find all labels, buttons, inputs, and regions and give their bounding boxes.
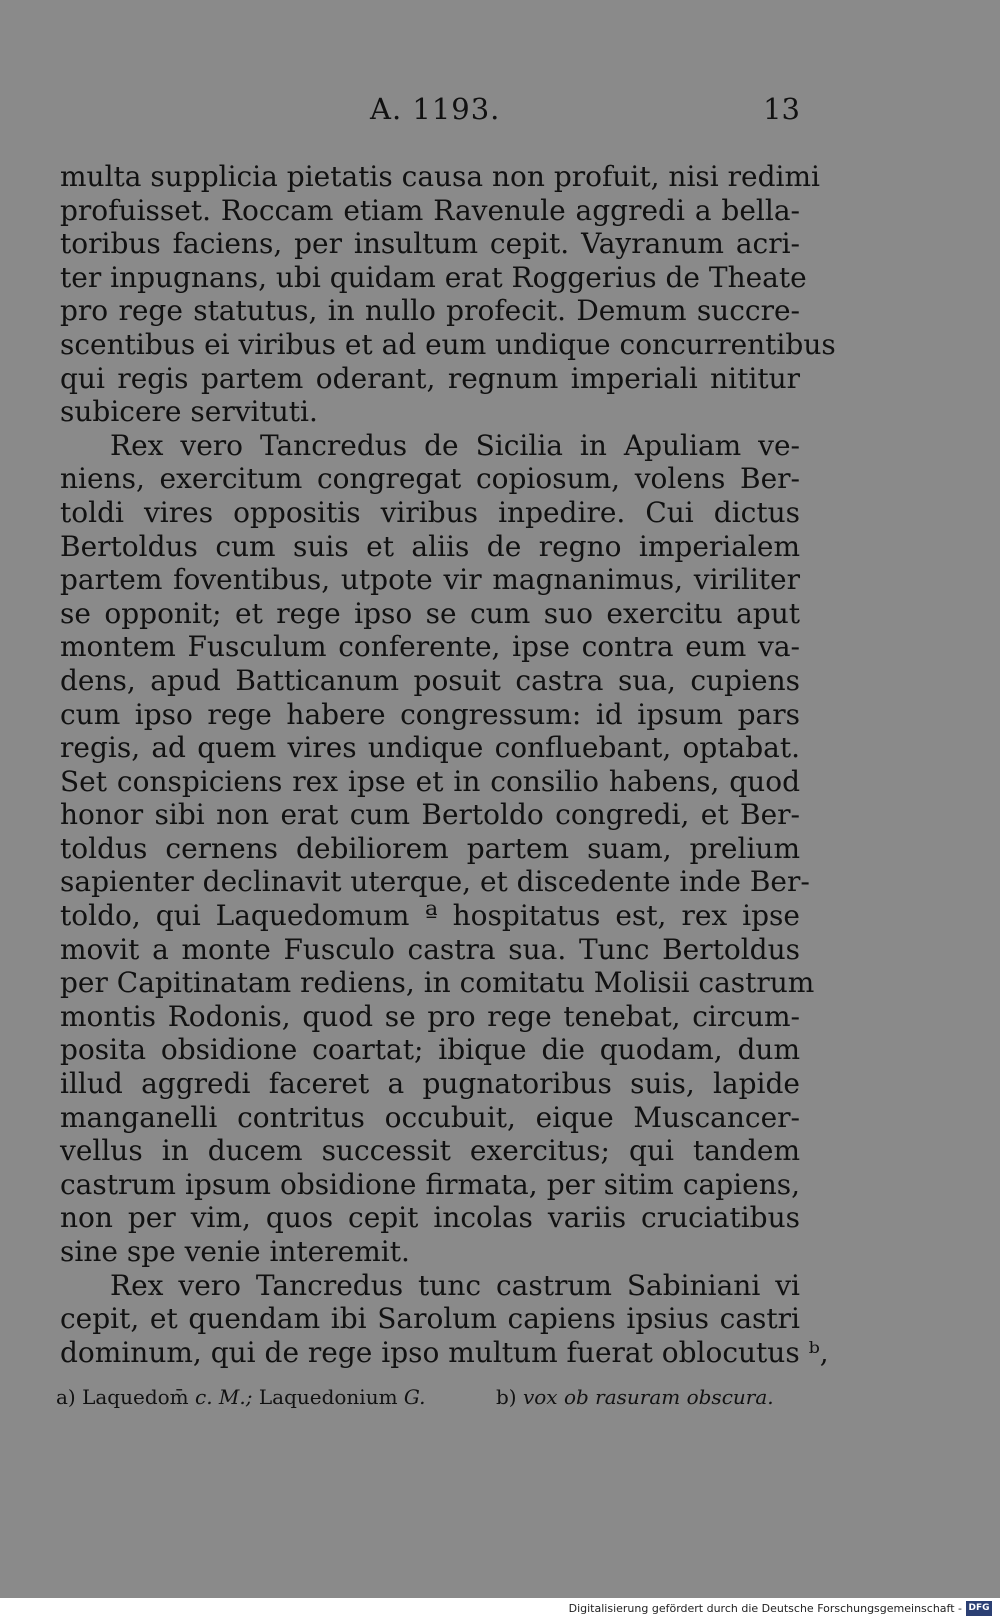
footnote-a bbox=[56, 1383, 426, 1411]
text-line: pro rege statutus, in nullo profecit. Demum succre- bbox=[60, 294, 800, 328]
text-line: se opponit; et rege ipso se cum suo exercitu aput bbox=[60, 596, 800, 630]
text-line: posita obsidione coartat; ibique die quodam, dum bbox=[60, 1033, 800, 1067]
page-number: 13 bbox=[763, 92, 800, 126]
text-line: multa supplicia pietatis causa non profuit, nisi redimi bbox=[60, 160, 820, 193]
text-line: manganelli contritus occubuit, eique Muscancer- bbox=[60, 1100, 800, 1134]
text-line: dens, apud Batticanum posuit castra sua, cupiens bbox=[60, 663, 800, 697]
text-line: castrum ipsum obsidione firmata, per sitim capiens, bbox=[60, 1167, 800, 1201]
text-line: montis Rodonis, quod se pro rege tenebat, circum- bbox=[60, 999, 800, 1033]
text-line: non per vim, quos cepit incolas variis cruciatibus bbox=[60, 1201, 800, 1235]
text-line: partem foventibus, utpote vir magnanimus, viriliter bbox=[60, 563, 800, 597]
footnote-a-siglum-2: G. bbox=[403, 1385, 426, 1409]
text-line: honor sibi non erat cum Bertoldo congredi, et Ber- bbox=[60, 798, 800, 832]
dfg-logo-icon: DFG bbox=[966, 1601, 992, 1616]
text-line: toldo, qui Laquedomum ª hospitatus est, rex ipse bbox=[60, 899, 800, 933]
text-line: toldus cernens debiliorem partem suam, prelium bbox=[60, 831, 800, 865]
text-line: montem Fusculum conferente, ipse contra eum va- bbox=[60, 630, 800, 664]
text-line: sapienter declinavit uterque, et discedente inde Ber- bbox=[60, 865, 810, 899]
text-line: toribus faciens, per insultum cepit. Vayranum acri- bbox=[60, 227, 800, 261]
running-head: A. 1193. bbox=[370, 92, 501, 126]
footnote-b bbox=[496, 1383, 774, 1411]
text-line: cepit, et quendam ibi Sarolum capiens ipsius castri bbox=[60, 1302, 800, 1336]
text-line: profuisset. Roccam etiam Ravenule aggredi a bella- bbox=[60, 193, 800, 227]
page-header bbox=[60, 92, 800, 132]
text-line: Rex vero Tancredus tunc castrum Sabiniani vi bbox=[110, 1268, 800, 1302]
footnote-a-siglum-1: c. M.; bbox=[195, 1385, 253, 1409]
main-text bbox=[60, 160, 836, 1369]
text-line: Set conspiciens rex ipse et in consilio habens, quod bbox=[60, 764, 800, 798]
text-line: qui regis partem oderant, regnum imperiali nititur bbox=[60, 361, 800, 395]
text-line: regis, ad quem vires undique confluebant, optabat. bbox=[60, 731, 800, 765]
digitization-credit-bar bbox=[0, 1598, 1000, 1620]
text-line: illud aggredi faceret a pugnatoribus suis, lapide bbox=[60, 1067, 800, 1101]
text-line: Bertoldus cum suis et aliis de regno imperialem bbox=[60, 529, 800, 563]
text-line: toldi vires oppositis viribus inpedire. Cui dictus bbox=[60, 495, 800, 529]
text-line: subicere servituti. bbox=[60, 395, 318, 429]
text-line: scentibus ei viribus et ad eum undique concurrentibus bbox=[60, 327, 836, 361]
text-line: ter inpugnans, ubi quidam erat Roggerius de Theate bbox=[60, 260, 807, 294]
footnote-a-reading-2: Laquedonium bbox=[258, 1385, 398, 1409]
text-line: cum ipso rege habere congressum: id ipsum pars bbox=[60, 697, 800, 731]
footnote-b-text: vox ob rasuram obscura. bbox=[522, 1385, 774, 1409]
text-line: sine spe venie interemit. bbox=[60, 1235, 410, 1268]
footnotes bbox=[56, 1383, 800, 1411]
text-line: Rex vero Tancredus de Sicilia in Apuliam ve- bbox=[110, 428, 800, 462]
footnote-a-marker: a) bbox=[56, 1385, 76, 1409]
digitization-credit: Digitalisierung gefördert durch die Deutsche Forschungsgemeinschaft - bbox=[568, 1602, 962, 1615]
text-line: vellus in ducem successit exercitus; qui tandem bbox=[60, 1134, 800, 1168]
footnote-b-marker: b) bbox=[496, 1385, 517, 1409]
text-line: per Capitinatam rediens, in comitatu Molisii castrum bbox=[60, 966, 815, 1000]
text-line: niens, exercitum congregat copiosum, volens Ber- bbox=[60, 462, 800, 496]
footnote-a-reading-1: Laquedom̄ bbox=[82, 1385, 189, 1409]
text-line: movit a monte Fusculo castra sua. Tunc Bertoldus bbox=[60, 932, 800, 966]
text-line: dominum, qui de rege ipso multum fuerat oblocutus ᵇ, bbox=[60, 1335, 829, 1369]
